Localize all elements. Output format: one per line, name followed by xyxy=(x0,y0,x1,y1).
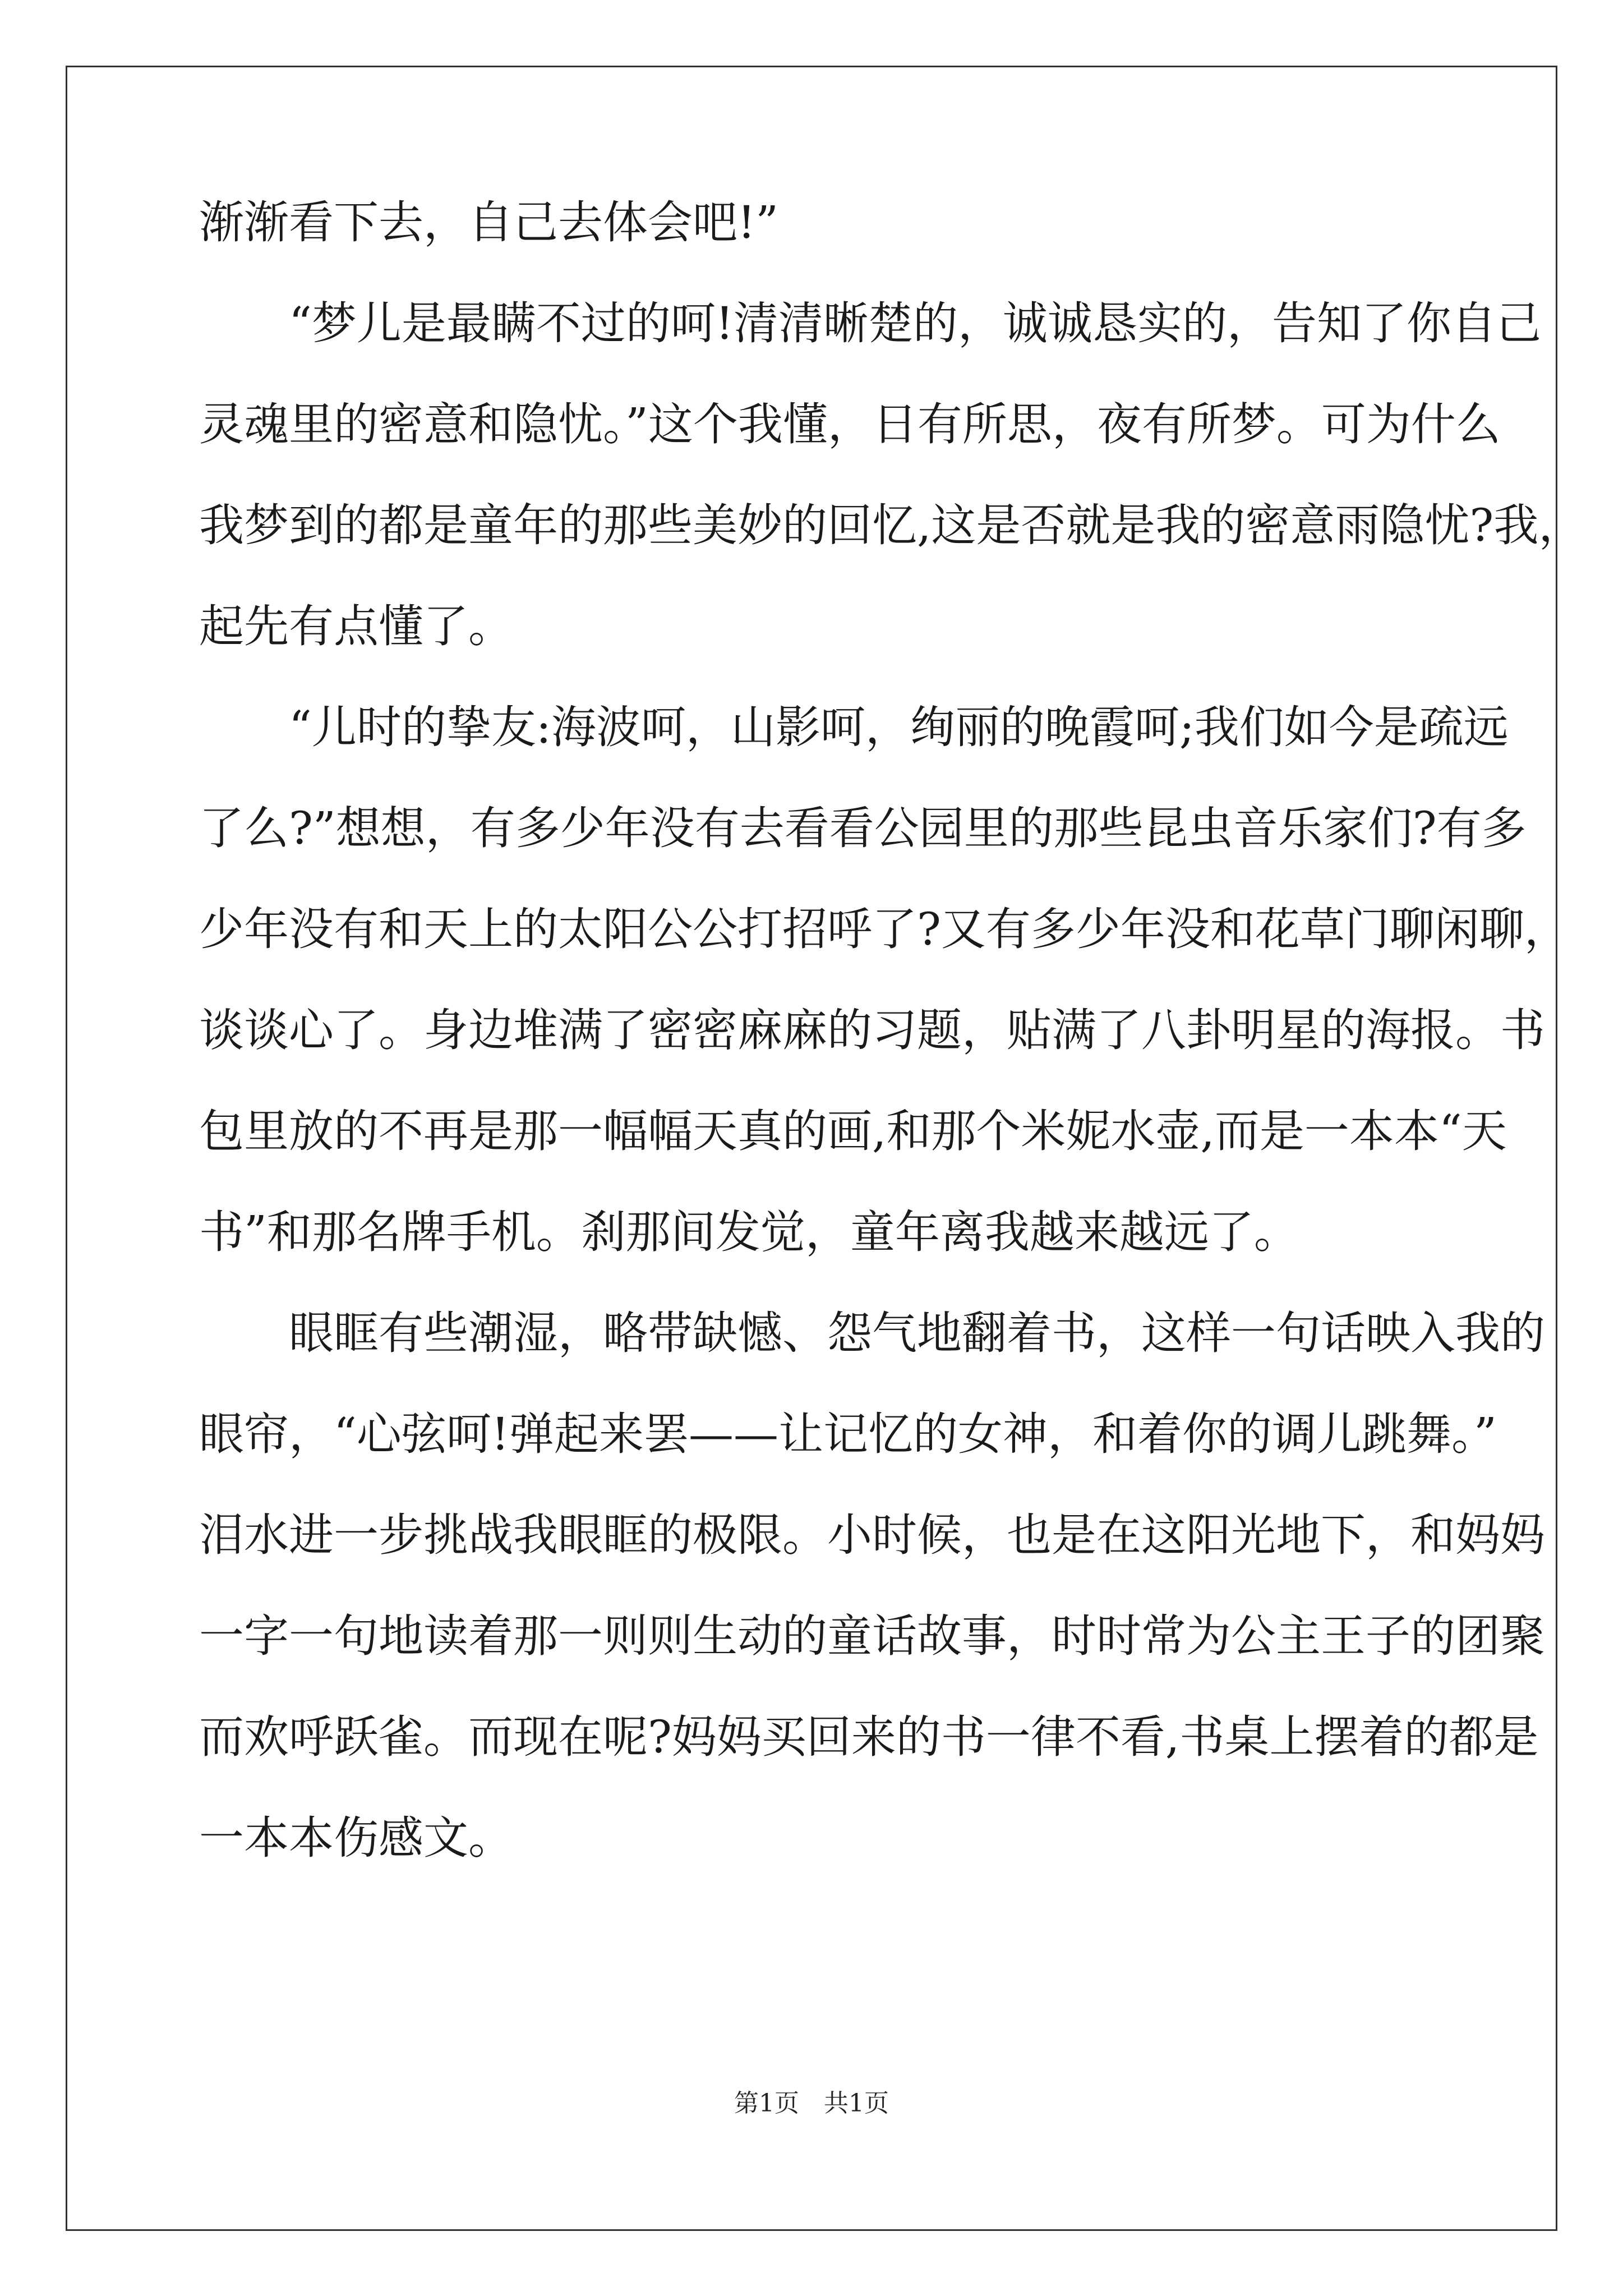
text-line-16: 而欢呼跃雀。而现在呢?妈妈买回来的书一律不看,书桌上摆着的都是 xyxy=(199,1711,1539,1763)
text-line-13: 眼帘，“心弦呵!弹起来罢——让记忆的女神，和着你的调儿跳舞。” xyxy=(199,1408,1497,1460)
text-line-8: 少年没有和天上的太阳公公打招呼了?又有多少年没和花草门聊闲聊， xyxy=(199,903,1569,955)
text-line-7: 了么?”想想，有多少年没有去看看公园里的那些昆虫音乐家们?有多 xyxy=(199,802,1527,854)
text-line-11: 书”和那名牌手机。刹那间发觉，童年离我越来越远了。 xyxy=(199,1206,1299,1258)
text-line-12: 眼眶有些潮湿，略带缺憾、怨气地翻着书，这样一句话映入我的 xyxy=(289,1307,1545,1359)
text-line-17: 一本本伤感文。 xyxy=(199,1812,513,1864)
text-line-15: 一字一句地读着那一则则生动的童话故事，时时常为公主王子的团聚 xyxy=(199,1610,1545,1662)
text-line-9: 谈谈心了。身边堆满了密密麻麻的习题，贴满了八卦明星的海报。书 xyxy=(199,1004,1545,1056)
text-line-3: 灵魂里的密意和隐忧。”这个我懂，日有所思，夜有所梦。可为什么 xyxy=(199,398,1501,450)
text-line-10: 包里放的不再是那一幅幅天真的画,和那个米妮水壶,而是一本本“天 xyxy=(199,1105,1507,1157)
text-line-5: 起先有点懂了。 xyxy=(199,600,513,652)
text-line-6: “儿时的挚友:海波呵，山影呵，绚丽的晚霞呵;我们如今是疏远 xyxy=(289,701,1509,753)
text-line-2: “梦儿是最瞒不过的呵!清清晰楚的，诚诚恳实的，告知了你自己 xyxy=(289,297,1542,349)
text-line-1: 渐渐看下去，自己去体会吧!” xyxy=(199,196,779,249)
text-line-4: 我梦到的都是童年的那些美妙的回忆,这是否就是我的密意雨隐忧?我， xyxy=(199,499,1584,551)
text-line-14: 泪水进一步挑战我眼眶的极限。小时候，也是在这阳光地下，和妈妈 xyxy=(199,1509,1545,1561)
page-number-footer: 第1页 共1页 xyxy=(734,2089,889,2118)
